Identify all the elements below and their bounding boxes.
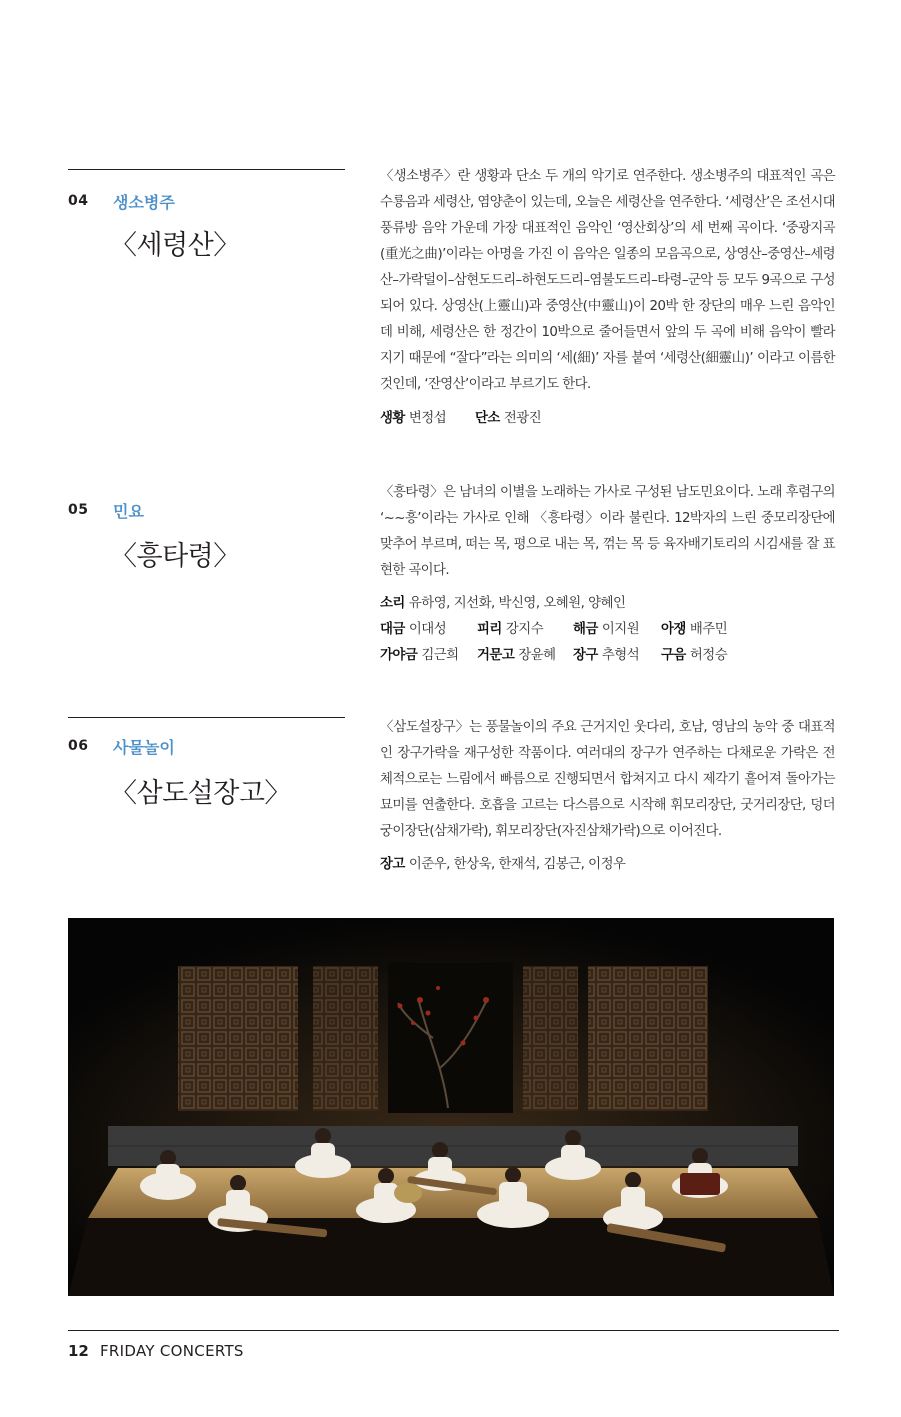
section-genre: 사물놀이 — [113, 738, 175, 757]
section-number: 04 — [68, 193, 89, 209]
section-divider — [68, 717, 345, 718]
section-number: 06 — [68, 738, 89, 754]
credit-names: 변정섭 — [408, 411, 447, 426]
section-divider — [68, 169, 345, 170]
credit-names: 이준우, 한상욱, 한재석, 김봉근, 이정우 — [408, 857, 626, 872]
credit-names: 추형석 — [601, 648, 640, 663]
credit-item — [380, 591, 625, 617]
credit-role: 장구 — [573, 648, 598, 663]
credit-names: 유하영, 지선화, 박신영, 오혜원, 양혜인 — [408, 596, 626, 611]
lattice-window — [523, 966, 578, 1111]
credit-item — [573, 643, 661, 669]
lattice-window — [588, 966, 708, 1111]
credit-role: 아쟁 — [661, 622, 686, 637]
credit-role: 피리 — [477, 622, 502, 637]
credit-item — [661, 617, 727, 643]
section-06 — [68, 717, 834, 882]
credit-names: 이대성 — [408, 622, 447, 637]
credit-role: 거문고 — [477, 648, 515, 663]
credit-line — [380, 643, 835, 669]
credit-line — [380, 617, 835, 643]
credit-names: 이지원 — [601, 622, 640, 637]
credit-line — [380, 591, 835, 617]
publication-title: FRIDAY CONCERTS — [100, 1342, 244, 1360]
credit-item — [380, 852, 625, 878]
credit-names: 김근희 — [421, 648, 459, 663]
stage-illustration — [68, 918, 834, 1296]
credit-item — [380, 406, 475, 432]
piece-title: 〈삼도설장고〉 — [110, 778, 291, 809]
credit-item — [661, 643, 727, 669]
credit-role: 생황 — [380, 411, 405, 426]
section-genre: 민요 — [113, 502, 144, 521]
section-description: 〈삼도설장구〉는 풍물놀이의 주요 근거지인 웃다리, 호남, 영남의 농악 중 대표적인 장구가락을 재구성한 작품이다. 여러대의 장구가 연주하는 다채로운 가락은 전체적으로는 느림에서 빠름으로 진행되면서 합쳐지고 다시 제각기 흩어져 돌아가는 묘미를 연출한다. 호흡을 고르는 다스름으로 시작해 휘모리장단, 굿거리장단, 덩더궁이장단(삼채가락), 휘모리장단(자진삼채가락)으로 이어진다. — [380, 720, 835, 839]
performer-credits — [380, 406, 835, 432]
credit-names: 강지수 — [505, 622, 544, 637]
section-05 — [68, 480, 834, 670]
credit-names: 장윤혜 — [518, 648, 556, 663]
credit-role: 구음 — [661, 648, 686, 663]
section-description: 〈흥타령〉은 남녀의 이별을 노래하는 가사로 구성된 남도민요이다. 노래 후렴구의 ‘~~흥’이라는 가사로 인해 〈흥타령〉이라 불린다. 12박자의 느린 중모리장단에 맞추어 부르며, 떠는 목, 평으로 내는 목, 꺾는 목 등 육자배기토리의 시김새를 잘 표현한 곡이다. — [380, 485, 835, 578]
credit-role: 가야금 — [380, 648, 418, 663]
lattice-window — [313, 966, 378, 1111]
piece-title: 〈세령산〉 — [110, 230, 240, 261]
credit-role: 해금 — [573, 622, 598, 637]
section-04 — [68, 169, 834, 439]
piece-title: 〈흥타령〉 — [110, 541, 240, 572]
credit-line — [380, 406, 835, 432]
credit-role: 소리 — [380, 596, 405, 611]
performance-photo — [68, 918, 834, 1296]
credit-item — [380, 643, 477, 669]
credit-item — [477, 617, 573, 643]
credit-names: 허정승 — [689, 648, 728, 663]
performer-credits — [380, 591, 835, 669]
credit-item — [573, 617, 661, 643]
page-number: 12 — [68, 1342, 89, 1360]
credit-names: 전광진 — [503, 411, 542, 426]
section-genre: 생소병주 — [113, 193, 175, 212]
credit-line — [380, 852, 835, 878]
performer-credits — [380, 852, 835, 878]
credit-role: 대금 — [380, 622, 405, 637]
section-number: 05 — [68, 502, 89, 518]
credit-item — [380, 617, 477, 643]
credit-names: 배주민 — [689, 622, 728, 637]
footer-divider — [68, 1330, 839, 1331]
credit-role: 장고 — [380, 857, 405, 872]
credit-item — [477, 643, 573, 669]
section-description: 〈생소병주〉란 생황과 단소 두 개의 악기로 연주한다. 생소병주의 대표적인 곡은 수룡음과 세령산, 염양춘이 있는데, 오늘은 세령산을 연주한다. ‘세령산’은 조선시대 풍류방 음악 가운데 가장 대표적인 음악인 ‘영산회상’의 세 번째 곡이다. ‘중광지곡(重光之曲)’이라는 아명을 가진 이 음악은 일종의 모음곡으로, 상영산–중영산–세령산–가락덜이–삼현도드리–하현도드리–염불도드리–타령–군악 등 모두 9곡으로 구성되어 있다. 상영산(上靈山)과 중영산(中靈山)이 20박 한 장단의 매우 느린 음악인 데 비해, 세령산은 한 정간이 10박으로 줄어들면서 앞의 두 곡에 비해 음악이 빨라지기 때문에 “잘다”라는 의미의 ‘세(細)’ 자를 붙여 ‘세령산(細靈山)’ 이라고 이름한 것인데, ‘잔영산’이라고 부르기도 한다. — [380, 169, 835, 392]
lattice-window — [178, 966, 298, 1111]
credit-role: 단소 — [475, 411, 500, 426]
credit-item — [475, 406, 541, 432]
